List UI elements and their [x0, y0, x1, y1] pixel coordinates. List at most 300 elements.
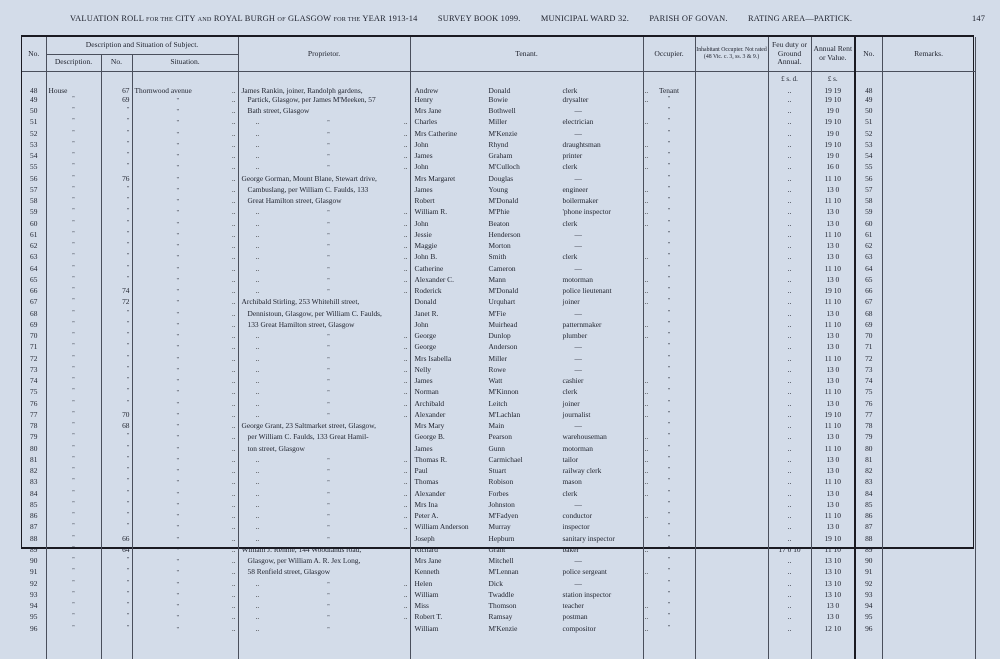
description: ": [46, 590, 101, 601]
occupier: ": [643, 174, 695, 185]
tenant: [410, 184, 649, 196]
annual-rent: 11 10: [811, 354, 855, 365]
occupier: ": [643, 196, 695, 207]
house-number: ": [101, 106, 132, 117]
proprietor: [238, 252, 410, 263]
feu-duty: ..: [768, 624, 811, 635]
proprietor: [238, 342, 410, 353]
proprietor-text: Archibald Stirling, 253 Whitehill street,: [241, 297, 360, 307]
ditto-mark: ": [176, 547, 179, 554]
occupier: ": [643, 477, 695, 488]
tenant-occupation: clerk: [562, 218, 578, 228]
description: ": [46, 140, 101, 151]
entry-no: 74: [22, 376, 46, 387]
feu-duty: ..: [768, 477, 811, 488]
dot-leader: ..: [403, 578, 408, 588]
table-row: [22, 320, 975, 331]
tenant-surname: M'Phie: [488, 207, 510, 217]
entry-no: 57: [22, 185, 46, 196]
proprietor: [238, 117, 410, 128]
ditto-mark: ": [176, 97, 179, 104]
ditto-mark: ": [176, 221, 179, 228]
remarks: [882, 567, 975, 578]
proprietor: [238, 320, 410, 331]
entry-no-right: 53: [855, 140, 882, 151]
dot-leader: ..: [403, 477, 408, 487]
inhabitant-occupier: [695, 309, 768, 320]
annual-rent: 11 10: [811, 387, 855, 398]
dot-leader: ..: [255, 241, 260, 250]
remarks: [882, 511, 975, 522]
description: ": [46, 399, 101, 410]
table-row: [22, 556, 975, 567]
house-number: ": [101, 219, 132, 230]
ditto-mark: ": [176, 604, 179, 610]
tenant: [410, 274, 649, 286]
tenant-occupation: station inspector: [562, 589, 612, 599]
ditto-mark: ": [176, 142, 179, 149]
situation: [132, 466, 238, 477]
ditto-mark: ": [176, 154, 179, 160]
dot-leader: ..: [231, 252, 236, 262]
tenant-occupation: clerk: [562, 488, 578, 498]
feu-duty: ..: [768, 522, 811, 533]
dot-leader: ..: [644, 387, 649, 397]
dot-leader: ..: [403, 286, 408, 295]
entry-no: 55: [22, 162, 46, 173]
situation: [132, 95, 238, 106]
tenant-occupation: conductor: [562, 511, 593, 520]
annual-rent: 19 10: [811, 534, 855, 545]
proprietor: [238, 432, 410, 443]
proprietor-text: William J. Rennie, 144 Woodlands road,: [241, 544, 362, 554]
dot-leader: ..: [644, 218, 649, 228]
dot-leader: ..: [644, 94, 649, 104]
tenant-first-name: Alexander: [414, 409, 446, 419]
entry-no-right: 55: [855, 162, 882, 173]
description: ": [46, 455, 101, 466]
ditto-mark: ": [327, 592, 330, 599]
tenant-occupation: cashier: [562, 376, 584, 385]
tenant-surname: Young: [488, 184, 508, 194]
ditto-mark: ": [327, 615, 330, 622]
proprietor: [238, 207, 410, 218]
situation: [132, 612, 238, 623]
situation: [132, 387, 238, 398]
proprietor-text: George Grant, 23 Saltmarket street, Glasgow,: [241, 421, 376, 430]
inhabitant-occupier: [695, 545, 768, 556]
table-row: [22, 286, 975, 297]
tenant-first-name: Donald: [414, 297, 437, 307]
description: ": [46, 320, 101, 331]
annual-rent: 13 0: [811, 241, 855, 252]
tenant: [410, 94, 649, 106]
feu-duty: ..: [768, 86, 811, 95]
house-number: ": [101, 309, 132, 320]
dot-leader: ..: [255, 623, 260, 633]
house-number: ": [101, 579, 132, 590]
entry-no-right: 84: [855, 489, 882, 500]
occupier: ": [643, 612, 695, 623]
table-row: [22, 579, 975, 590]
inhabitant-occupier: [695, 219, 768, 230]
page-header: [70, 14, 986, 23]
feu-duty: ..: [768, 466, 811, 477]
tenant: [410, 354, 643, 365]
dot-leader: ..: [644, 85, 649, 95]
tenant-first-name: Maggie: [414, 241, 438, 250]
proprietor: [238, 556, 410, 567]
table-row: [22, 624, 975, 635]
tenant: [410, 534, 643, 545]
dot-leader: ..: [403, 252, 408, 262]
ditto-mark: ": [176, 232, 179, 239]
description: ": [46, 624, 101, 635]
table-row: [22, 117, 975, 128]
entry-no-right: 49: [855, 95, 882, 106]
dot-leader: ..: [255, 612, 260, 622]
entry-no-right: 70: [855, 331, 882, 342]
proprietor-text: James Rankin, joiner, Randolph gardens,: [241, 85, 363, 95]
col-tenant: Tenant.: [410, 37, 643, 71]
tenant: [410, 579, 643, 590]
entry-no: 68: [22, 309, 46, 320]
house-number: ": [101, 241, 132, 252]
situation: [132, 230, 238, 241]
situation: [132, 534, 238, 545]
feu-duty: ..: [768, 219, 811, 230]
house-number: ": [101, 432, 132, 443]
tenant-occupation: printer: [562, 151, 583, 160]
ditto-mark: ": [176, 525, 179, 532]
tenant-surname: Murray: [488, 522, 511, 532]
ditto-mark: ": [176, 626, 179, 633]
dot-leader: ..: [644, 544, 649, 554]
annual-rent: 11 10: [811, 511, 855, 522]
situation: [132, 376, 238, 387]
inhabitant-occupier: [695, 511, 768, 522]
description: ": [46, 556, 101, 567]
entry-no-right: 83: [855, 477, 882, 488]
proprietor-text: 58 Renfield street, Glasgow: [247, 567, 331, 577]
tenant-occupation: drysalter: [562, 94, 589, 104]
remarks: [882, 522, 975, 533]
blank-cell: [643, 635, 695, 659]
annual-rent: 13 0: [811, 365, 855, 376]
tenant: [410, 230, 643, 241]
tenant-occupation: joiner: [562, 297, 580, 307]
dot-leader: ..: [403, 139, 408, 149]
tenant-first-name: Richard: [414, 544, 438, 554]
tenant-occupation: mason: [562, 477, 582, 487]
ditto-mark: ": [176, 176, 179, 183]
units-row: [22, 71, 975, 86]
tenant-first-name: Catherine: [414, 263, 444, 273]
inhabitant-occupier: [695, 466, 768, 477]
house-number: ": [101, 117, 132, 128]
occupier: ": [643, 185, 695, 196]
tenant-surname: Watt: [488, 376, 503, 385]
ditto-mark: ": [327, 255, 330, 262]
tenant-surname: Rowe: [488, 364, 506, 374]
ditto-mark: ": [327, 480, 330, 487]
dot-leader: ..: [403, 488, 408, 498]
feu-duty: ..: [768, 612, 811, 623]
description: ": [46, 500, 101, 511]
house-number: 70: [101, 410, 132, 421]
remarks: [882, 477, 975, 488]
annual-rent: 19 19: [811, 86, 855, 95]
tenant-occupation: warehouseman: [562, 432, 607, 442]
ditto-mark: ": [327, 469, 330, 475]
dot-leader: ..: [231, 353, 236, 363]
ditto-mark: ": [176, 165, 179, 172]
entry-no: 71: [22, 342, 46, 353]
entry-no-right: 61: [855, 230, 882, 241]
feu-duty: ..: [768, 387, 811, 398]
dot-leader: ..: [231, 511, 236, 520]
house-number: ": [101, 556, 132, 567]
remarks: [882, 354, 975, 365]
remarks: [882, 342, 975, 353]
table-row: [22, 455, 975, 466]
blank-cell: [882, 635, 975, 659]
tenant-occupation: —: [574, 578, 582, 588]
proprietor-text: Bath street, Glasgow: [247, 106, 310, 115]
dot-leader: ..: [644, 454, 649, 464]
entry-no: 50: [22, 106, 46, 117]
inhabitant-occupier: [695, 624, 768, 635]
entry-no: 95: [22, 612, 46, 623]
remarks: [882, 140, 975, 151]
description: ": [46, 365, 101, 376]
dot-leader: ..: [231, 94, 236, 104]
description: ": [46, 117, 101, 128]
proprietor: [238, 297, 410, 308]
table-row: [22, 444, 975, 455]
occupier: ": [643, 410, 695, 421]
table-row: [22, 354, 975, 365]
tenant-first-name: John: [414, 319, 429, 329]
entry-no: 90: [22, 556, 46, 567]
dot-leader: ..: [644, 184, 649, 194]
tenant-first-name: Mrs Mary: [414, 421, 445, 430]
dot-leader: ..: [255, 229, 260, 239]
ditto-mark: ": [176, 502, 179, 509]
col-no: No.: [22, 37, 46, 71]
dot-leader: ..: [231, 421, 236, 430]
tenant: [410, 421, 643, 432]
entry-no-right: 90: [855, 556, 882, 567]
dot-leader: ..: [231, 567, 236, 577]
description: ": [46, 567, 101, 578]
description: ": [46, 331, 101, 342]
table-row: [22, 601, 975, 612]
house-number: 76: [101, 174, 132, 185]
ditto-mark: ": [176, 491, 179, 498]
tenant-first-name: William: [414, 589, 439, 599]
proprietor: [238, 511, 410, 522]
dot-leader: ..: [231, 589, 236, 599]
annual-rent: 11 10: [811, 477, 855, 488]
entry-no-right: 74: [855, 376, 882, 387]
tenant-occupation: sanitary inspector: [562, 533, 615, 543]
entry-no-right: 54: [855, 151, 882, 162]
tenant-first-name: Jessie: [414, 229, 432, 239]
house-number: 64: [101, 545, 132, 556]
proprietor: [238, 230, 410, 241]
ditto-mark: ": [327, 244, 330, 250]
occupier: ": [643, 601, 695, 612]
remarks: [882, 410, 975, 421]
entry-no: 81: [22, 455, 46, 466]
tenant: [410, 409, 649, 421]
occupier: ": [643, 590, 695, 601]
feu-duty: ..: [768, 320, 811, 331]
ditto-mark: ": [176, 131, 179, 138]
inhabitant-occupier: [695, 241, 768, 252]
dot-leader: ..: [231, 601, 236, 610]
tenant-surname: Twaddle: [488, 589, 514, 599]
house-number: ": [101, 342, 132, 353]
feu-duty: ..: [768, 241, 811, 252]
dot-leader: ..: [255, 499, 260, 509]
situation: [132, 241, 238, 252]
occupier: ": [643, 376, 695, 387]
dot-leader: ..: [644, 252, 649, 262]
tenant-first-name: Paul: [414, 466, 428, 475]
occupier: ": [643, 252, 695, 263]
inhabitant-occupier: [695, 106, 768, 117]
feu-duty: ..: [768, 331, 811, 342]
entry-no: 94: [22, 601, 46, 612]
entry-no-right: 76: [855, 399, 882, 410]
remarks: [882, 455, 975, 466]
proprietor-text: Glasgow, per William A. R. Jex Long,: [247, 556, 361, 565]
proprietor: [238, 466, 410, 477]
feu-duty: ..: [768, 534, 811, 545]
occupier: ": [643, 140, 695, 151]
annual-rent: 13 0: [811, 219, 855, 230]
tenant-first-name: Thomas: [414, 477, 439, 487]
tenant: [410, 398, 649, 410]
house-number: ": [101, 365, 132, 376]
dot-leader: ..: [231, 623, 236, 633]
dot-leader: ..: [403, 511, 408, 520]
table-row: [22, 106, 975, 117]
ditto-mark: ": [176, 424, 179, 430]
tenant-occupation: clerk: [562, 162, 578, 172]
dot-leader: ..: [231, 308, 236, 318]
dot-leader: ..: [231, 398, 236, 408]
ditto-mark: ": [327, 457, 330, 464]
entry-no-right: 89: [855, 545, 882, 556]
col-inhabitant-occupier: Inhabitant Occupier. Not rated (48 Vic. c. 3, ss. 3 & 9.): [695, 37, 768, 71]
tenant-surname: Urquhart: [488, 297, 516, 307]
house-number: ": [101, 455, 132, 466]
description: ": [46, 264, 101, 275]
tenant: [410, 342, 643, 353]
proprietor: [238, 241, 410, 252]
tenant-occupation: draughtsman: [562, 139, 601, 149]
proprietor: [238, 579, 410, 590]
proprietor: [238, 264, 410, 275]
blank-cell: [811, 635, 855, 659]
ditto-mark: ": [176, 390, 179, 397]
tenant-occupation: railway clerk: [562, 466, 602, 475]
tenant-surname: Robison: [488, 477, 514, 487]
annual-rent: 19 10: [811, 117, 855, 128]
tenant: [410, 252, 649, 263]
ditto-mark: ": [327, 536, 330, 543]
entry-no: 79: [22, 432, 46, 443]
occupier: ": [643, 511, 695, 522]
tenant-occupation: motorman: [562, 443, 593, 453]
remarks: [882, 264, 975, 275]
occupier: ": [643, 432, 695, 443]
house-number: ": [101, 522, 132, 533]
annual-rent: 13 0: [811, 455, 855, 466]
dot-leader: ..: [231, 342, 236, 352]
house-number: ": [101, 264, 132, 275]
tenant-surname: Miller: [488, 117, 508, 127]
tenant-surname: Stuart: [488, 466, 507, 475]
dot-leader: ..: [644, 297, 649, 307]
house-number: ": [101, 252, 132, 263]
entry-no-right: 77: [855, 410, 882, 421]
feu-duty: ..: [768, 106, 811, 117]
proprietor: [238, 477, 410, 488]
remarks: [882, 466, 975, 477]
entry-no: 61: [22, 230, 46, 241]
tenant-surname: Bowie: [488, 94, 508, 104]
ditto-mark: ": [176, 615, 179, 622]
feu-duty: ..: [768, 230, 811, 241]
dot-leader: ..: [231, 207, 236, 217]
occupier: ": [643, 522, 695, 533]
dot-leader: ..: [644, 612, 649, 622]
ditto-mark: ": [176, 469, 179, 475]
occupier: ": [643, 387, 695, 398]
annual-rent: 11 10: [811, 421, 855, 432]
house-number: ": [101, 320, 132, 331]
ledger-body: [22, 71, 975, 659]
entry-no-right: 59: [855, 207, 882, 218]
tenant-first-name: Mrs Ina: [414, 499, 438, 509]
dot-leader: ..: [231, 331, 236, 340]
occupier: ": [643, 545, 695, 556]
table-row: [22, 264, 975, 275]
ditto-mark: ": [176, 345, 179, 352]
entry-no: 62: [22, 241, 46, 252]
proprietor: [238, 129, 410, 140]
annual-rent: 13 0: [811, 522, 855, 533]
dot-leader: ..: [231, 544, 236, 554]
tenant: [410, 207, 649, 218]
entry-no: 63: [22, 252, 46, 263]
tenant-first-name: Mrs Isabella: [414, 353, 452, 363]
inhabitant-occupier: [695, 117, 768, 128]
tenant-surname: Pearson: [488, 432, 512, 442]
feu-duty: 17 0 10: [768, 545, 811, 556]
proprietor-text: Partick, Glasgow, per James M'Meeken, 57: [247, 94, 376, 104]
tenant: [410, 196, 649, 207]
entry-no-right: 79: [855, 432, 882, 443]
table-row: [22, 207, 975, 218]
tenant-occupation: clerk: [562, 85, 578, 95]
tenant-first-name: William Anderson: [414, 522, 469, 532]
tenant-surname: M'Fie: [488, 308, 506, 318]
